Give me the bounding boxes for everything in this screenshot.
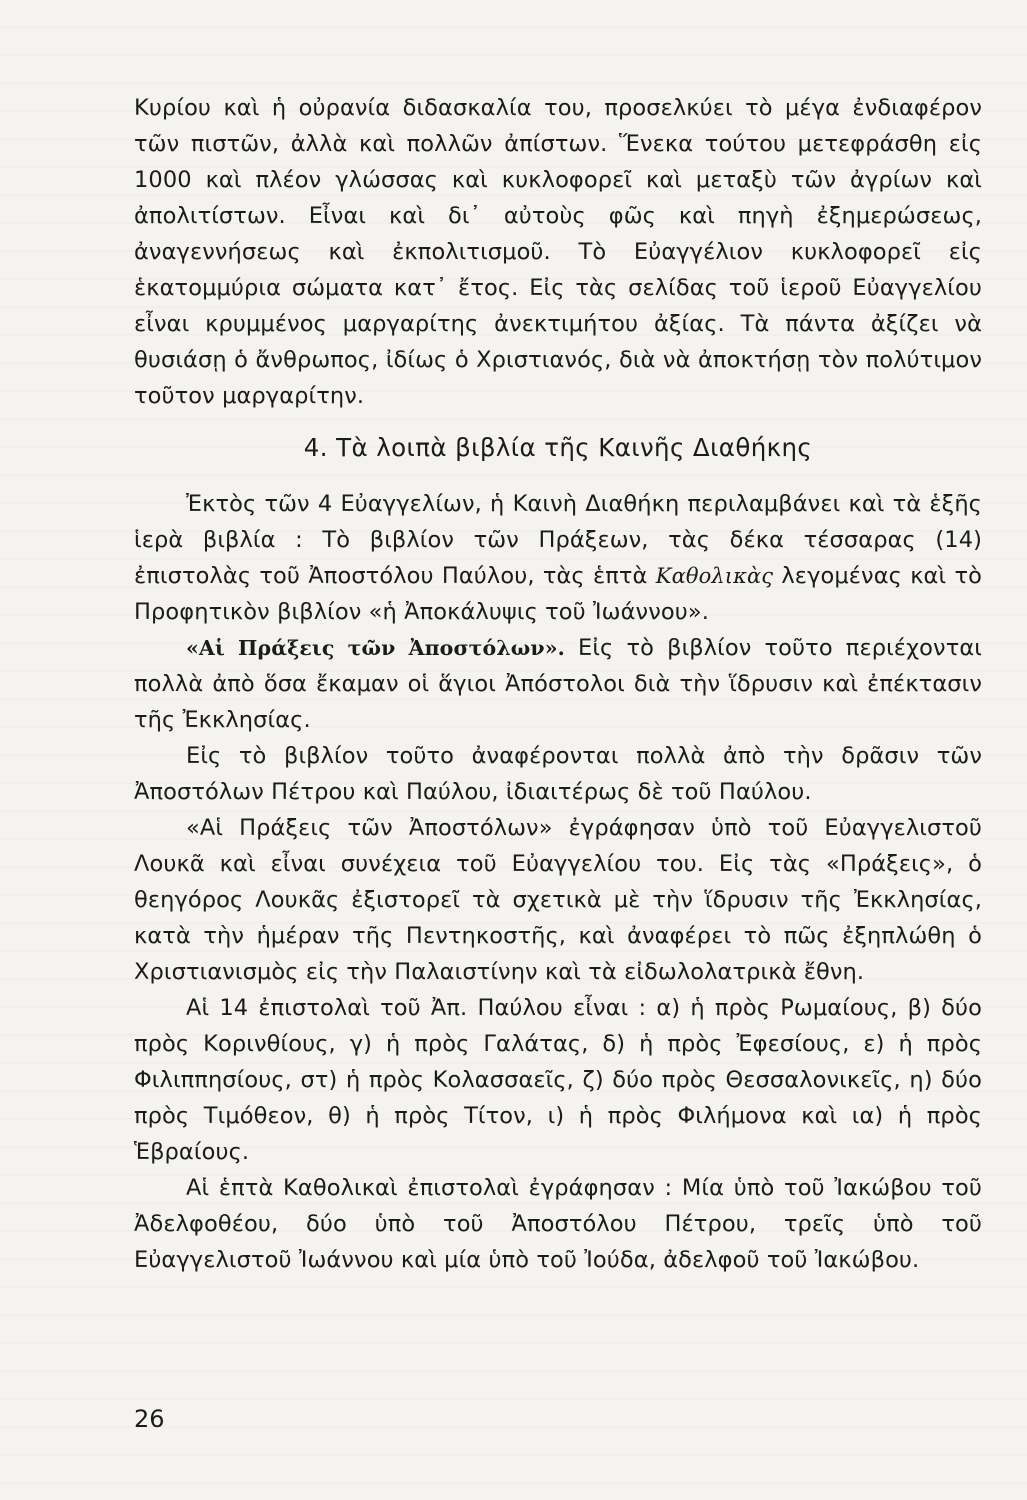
catholic-epistles-term: Καθολικὰς [655, 564, 774, 588]
paragraph-luke-author: «Αἱ Πράξεις τῶν Ἀποστόλων» ἐγράφησαν ὑπὸ τοῦ Εὐαγγελιστοῦ Λουκᾶ καὶ εἶναι συνέχεια τοῦ Εὐαγγελίου του. Εἰς τὰς «Πράξεις», ὁ θεηγόρος Λουκᾶς ἐξιστορεῖ τὰ σχετικὰ μὲ τὴν ἵδρυσιν τῆς Ἐκκλησίας, κατὰ τὴν ἡμέραν τῆς Πεντηκοστῆς, καὶ ἀναφέρει τὸ πῶς ἐξηπλώθη ὁ Χριστιανισμὸς εἰς τὴν Παλαιστίνην καὶ τὰ εἰδωλολατρικὰ ἔθνη. [134, 815, 982, 985]
page-number: 26 [134, 1405, 165, 1433]
paragraph-acts-intro [134, 630, 982, 738]
paragraph-pauline-epistles: Αἱ 14 ἐπιστολαὶ τοῦ Ἀπ. Παύλου εἶναι : α) ἡ πρὸς Ρωμαίους, β) δύο πρὸς Κορινθίους, γ) ἡ πρὸς Γαλάτας, δ) ἡ πρὸς Ἐφεσίους, ε) ἡ πρὸς Φιλιππησίους, στ) ἡ πρὸς Κολασσαεῖς, ζ) δύο πρὸς Θεσσαλονικεῖς, η) δύο πρὸς Τιμόθεον, θ) ἡ πρὸς Τίτον, ι) ἡ πρὸς Φιλήμονα καὶ ια) ἡ πρὸς Ἑβραίους. [134, 995, 982, 1165]
paragraph-peter-paul: Εἰς τὸ βιβλίον τοῦτο ἀναφέρονται πολλὰ ἀπὸ τὴν δρᾶσιν τῶν Ἀποστόλων Πέτρου καὶ Παύλου, ἰδιαιτέρως δὲ τοῦ Παύλου. [134, 743, 982, 805]
paragraph-catholic-epistles: Αἱ ἑπτὰ Καθολικαὶ ἐπιστολαὶ ἐγράφησαν : Μία ὑπὸ τοῦ Ἰακώβου τοῦ Ἀδελφοθέου, δύο ὑπὸ τοῦ Ἀποστόλου Πέτρου, τρεῖς ὑπὸ τοῦ Εὐαγγελιστοῦ Ἰωάννου καὶ μία ὑπὸ τοῦ Ἰούδα, ἀδελφοῦ τοῦ Ἰακώβου. [134, 1175, 982, 1273]
section-body [134, 486, 982, 1278]
paragraph-books-list-end: λεγομένας καὶ τὸ Προφητικὸν βιβλίον «ἡ Ἀποκάλυψις τοῦ Ἰωάννου». [134, 563, 982, 625]
paragraph-books-list [134, 486, 982, 630]
paragraph-books-list-start: Ἐκτὸς τῶν 4 Εὐαγγελίων, ἡ Καινὴ Διαθήκη περιλαμβάνει καὶ τὰ ἑξῆς ἱερὰ βιβλία : Τὸ βιβλίον τῶν Πράξεων, τὰς δέκα τέσσαρας (14) ἐπιστολὰς τοῦ Ἀποστόλου Παύλου, τὰς ἑπτὰ [134, 491, 982, 589]
intro-paragraph: Κυρίου καὶ ἡ οὐρανία διδασκαλία του, προσελκύει τὸ μέγα ἐνδιαφέρον τῶν πιστῶν, ἀλλὰ καὶ πολλῶν ἀπίστων. Ἕνεκα τούτου μετεφράσθη εἰς 1000 καὶ πλέον γλώσσας καὶ κυκλοφορεῖ καὶ μεταξὺ τῶν ἀγρίων καὶ ἀπολιτίστων. Εἶναι καὶ δι᾽ αὐτοὺς φῶς καὶ πηγὴ ἐξημερώσεως, ἀναγεννήσεως καὶ ἐκπολιτισμοῦ. Τὸ Εὐαγγέλιον κυκλοφορεῖ εἰς ἑκατομμύρια σώματα κατ᾽ ἔτος. Εἰς τὰς σελίδας τοῦ ἱεροῦ Εὐαγγελίου εἶναι κρυμμένος μαργαρίτης ἀνεκτιμήτου ἀξίας. Τὰ πάντα ἀξίζει νὰ θυσιάσῃ ὁ ἄνθρωπος, ἰδίως ὁ Χριστιανός, διὰ νὰ ἀποκτήσῃ τὸν πολύτιμον τοῦτον μαργαρίτην. [134, 95, 982, 409]
paragraph-acts-intro-text: Εἰς τὸ βιβλίον τοῦτο περιέχονται πολλὰ ἀπὸ ὅσα ἔκαμαν οἱ ἅγιοι Ἀπόστολοι διὰ τὴν ἵδρυσιν καὶ ἐπέκτασιν τῆς Ἐκκλησίας. [134, 635, 982, 733]
intro-text-block [134, 90, 982, 414]
section-heading: 4. Τὰ λοιπὰ βιβλία τῆς Καινῆς Διαθήκης [303, 433, 813, 462]
acts-title-bold: «Αἱ Πράξεις τῶν Ἀποστόλων». [186, 636, 565, 660]
